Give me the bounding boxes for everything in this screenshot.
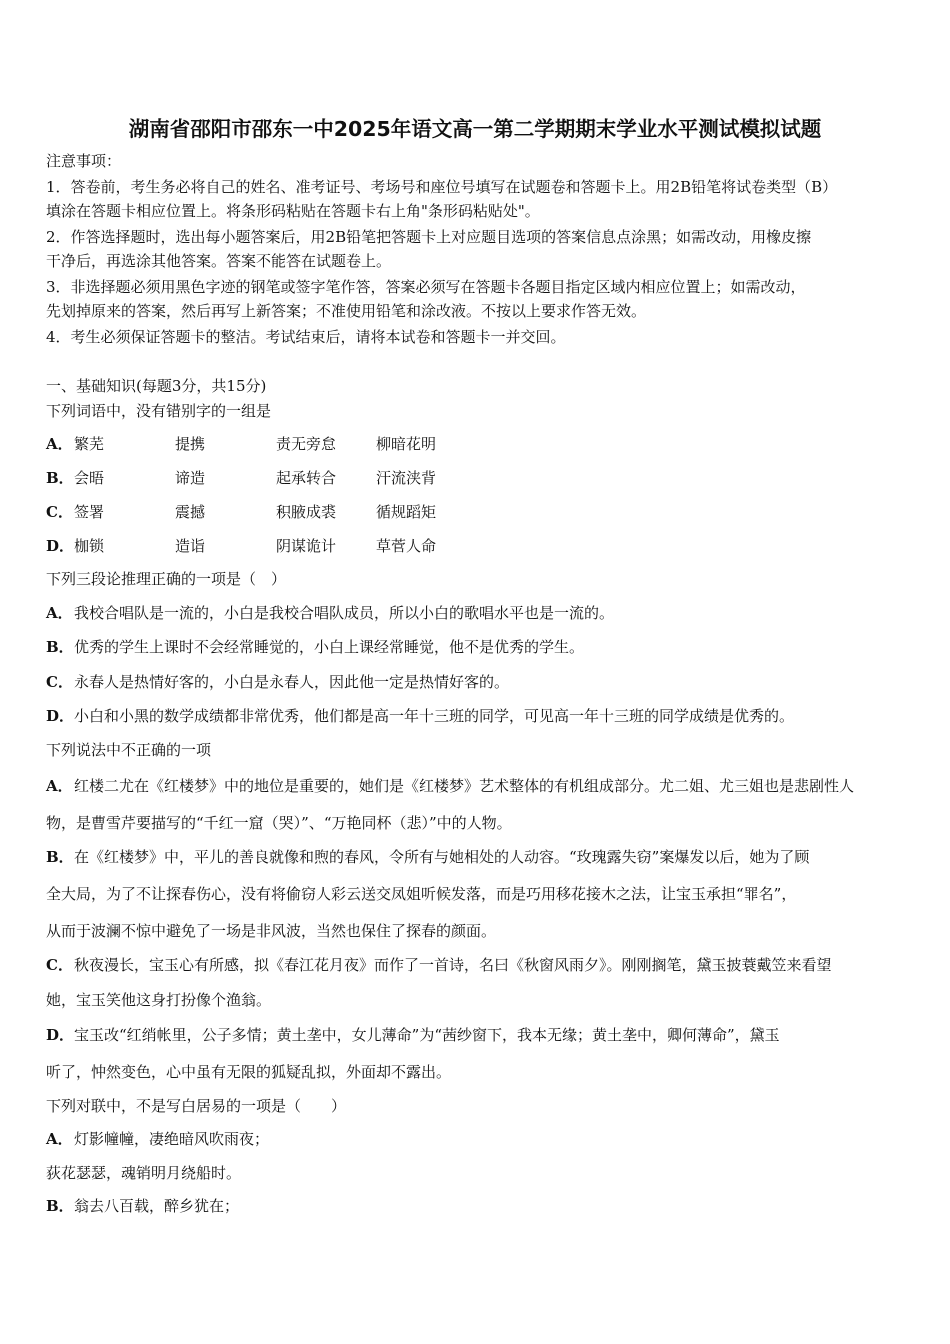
option-text: 红楼二尤在《红楼梦》中的地位是重要的，她们是《红楼梦》艺术整体的有机组成部分。尤二姐、尤三姐也是悲剧性人: [74, 777, 855, 795]
option-word: 责无旁怠: [276, 435, 337, 453]
q3-option-b: [46, 847, 809, 867]
notice-line: 4．考生必须保证答题卡的整洁。考试结束后，请将本试卷和答题卡一并交回。: [46, 328, 566, 346]
option-label: D．: [46, 537, 75, 555]
option-label: A．: [46, 777, 73, 795]
option-text: 灯影幢幢，凄绝暗风吹雨夜；: [74, 1130, 270, 1148]
question-stem-3: 下列说法中不正确的一项: [46, 741, 212, 759]
notice-line: 3．非选择题必须用黑色字迹的钢笔或签字笔作答，答案必须写在答题卡各题目指定区域内相应位置上；如需改动，: [46, 278, 806, 296]
notice-line: 1．答卷前，考生务必将自己的姓名、准考证号、考场号和座位号填写在试题卷和答题卡上。用2B铅笔将试卷类型（B）: [46, 178, 838, 196]
question-stem-4: 下列对联中，不是写白居易的一项是（ ）: [46, 1097, 347, 1115]
option-word: 提携: [175, 435, 206, 453]
q4-option-a: [46, 1129, 269, 1149]
option-label: D．: [46, 707, 75, 725]
notice-line: 填涂在答题卡相应位置上。将条形码粘贴在答题卡右上角"条形码粘贴处"。: [46, 202, 540, 220]
option-word: 造诣: [175, 537, 206, 555]
option-text: 翁去八百载，醉乡犹在；: [74, 1197, 240, 1215]
option-label: C．: [46, 503, 73, 521]
option-word: 枷锁: [74, 537, 105, 555]
notice-heading: 注意事项：: [46, 152, 122, 170]
option-word: 柳暗花明: [376, 435, 437, 453]
option-text: 我校合唱队是一流的，小白是我校合唱队成员，所以小白的歌唱水平也是一流的。: [74, 604, 615, 622]
option-text: 优秀的学生上课时不会经常睡觉的，小白上课经常睡觉，他不是优秀的学生。: [74, 638, 585, 656]
option-text-continued: 听了，忡然变色，心中虽有无限的狐疑乱拟，外面却不露出。: [46, 1063, 452, 1081]
option-text: 在《红楼梦》中，平儿的善良就像和煦的春风，令所有与她相处的人动容。“玫瑰露失窃”案爆发以后，她为了顾: [74, 848, 810, 866]
option-label: B．: [46, 638, 74, 656]
option-label: B．: [46, 469, 74, 487]
q3-option-a: [46, 776, 854, 796]
option-label: B．: [46, 1197, 74, 1215]
option-word: 谛造: [175, 469, 206, 487]
option-word: 积腋成裘: [276, 503, 337, 521]
option-label: D．: [46, 1026, 75, 1044]
option-word: 起承转合: [276, 469, 337, 487]
option-word: 会晤: [74, 469, 105, 487]
q3-option-c: [46, 955, 832, 975]
question-stem-2: 下列三段论推理正确的一项是（ ）: [46, 570, 287, 588]
option-label: A．: [46, 604, 73, 622]
option-word: 汗流浃背: [376, 469, 437, 487]
notice-line: 2．作答选择题时，选出每小题答案后，用2B铅笔把答题卡上对应题目选项的答案信息点涂黑；如需改动，用橡皮擦: [46, 228, 812, 246]
q4-option-b: [46, 1196, 239, 1216]
q2-option-b: [46, 637, 584, 657]
q3-option-d: [46, 1025, 780, 1045]
option-word: 阴谋诡计: [276, 537, 337, 555]
q2-option-c: [46, 672, 509, 692]
option-word: 震撼: [175, 503, 206, 521]
section-heading: 一、基础知识(每题3分，共15分): [46, 377, 267, 395]
option-text-continued: 物，是曹雪芹要描写的“千红一窟（哭）”、“万艳同杯（悲）”中的人物。: [46, 814, 512, 832]
option-word: 签署: [74, 503, 105, 521]
option-text-continued: 她，宝玉笑他这身打扮像个渔翁。: [46, 991, 272, 1009]
option-label: B．: [46, 848, 74, 866]
option-word: 循规蹈矩: [376, 503, 437, 521]
option-label: C．: [46, 673, 73, 691]
q2-option-d: [46, 706, 794, 726]
option-word: 繁芜: [74, 435, 105, 453]
q2-option-a: [46, 603, 614, 623]
option-label: A．: [46, 435, 73, 453]
option-text: 永春人是热情好客的，小白是永春人，因此他一定是热情好客的。: [74, 673, 510, 691]
option-text-continued: 荻花瑟瑟，魂销明月绕船时。: [46, 1164, 242, 1182]
option-label: C．: [46, 956, 73, 974]
question-stem-1: 下列词语中，没有错别字的一组是: [46, 402, 272, 420]
page-title: 湖南省邵阳市邵东一中2025年语文高一第二学期期末学业水平测试模拟试题: [128, 117, 822, 141]
notice-line: 干净后，再选涂其他答案。答案不能答在试题卷上。: [46, 252, 392, 270]
option-text: 宝玉改“红绡帐里，公子多情；黄土垄中，女儿薄命”为“茜纱窗下，我本无缘；黄土垄中，卿何薄命”，黛玉: [74, 1026, 780, 1044]
option-text: 小白和小黑的数学成绩都非常优秀，他们都是高一年十三班的同学，可见高一年十三班的同学成绩是优秀的。: [74, 707, 795, 725]
option-text: 秋夜漫长，宝玉心有所感，拟《春江花月夜》而作了一首诗，名曰《秋窗风雨夕》。刚刚搁笔，黛玉披蓑戴笠来看望: [74, 956, 832, 974]
option-label: A．: [46, 1130, 73, 1148]
option-word: 草菅人命: [376, 537, 437, 555]
option-text-continued: 从而于波澜不惊中避免了一场是非风波，当然也保住了探春的颜面。: [46, 922, 497, 940]
notice-line: 先划掉原来的答案，然后再写上新答案；不准使用铅笔和涂改液。不按以上要求作答无效。: [46, 302, 647, 320]
option-text-continued: 全大局，为了不让探春伤心，没有将偷窃人彩云送交凤姐听候发落，而是巧用移花接木之法，让宝玉承担“罪名”，: [46, 885, 797, 903]
